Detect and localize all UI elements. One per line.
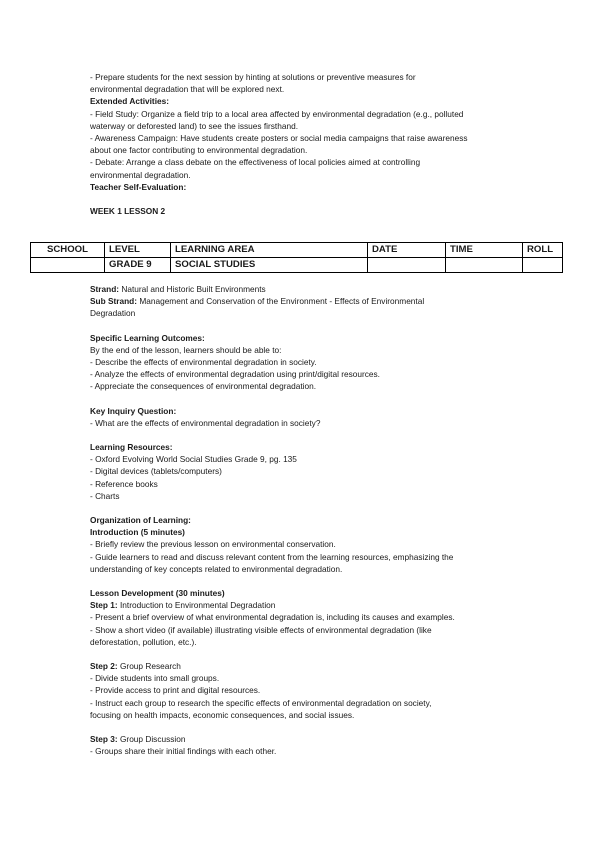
lesson-body [90,283,515,758]
step-3-label: Step 3: [90,734,118,745]
list-item: - Reference books [90,478,158,489]
cell-learning-area: SOCIAL STUDIES [171,258,368,273]
list-item: - Awareness Campaign: Have students create posters or social media campaigns that raise awareness [90,133,468,144]
table-row [31,258,563,273]
cell-date [368,258,446,273]
cell-school [31,258,105,273]
cell-level: GRADE 9 [105,258,171,273]
list-item: - Groups share their initial findings with each other. [90,746,277,757]
list-item: understanding of key concepts related to environmental degradation. [90,563,343,574]
list-item: - Briefly review the previous lesson on environmental conservation. [90,539,336,550]
top-section [90,71,515,217]
sub-strand-label: Sub Strand: [90,296,138,307]
header-time: TIME [446,243,523,258]
sub-strand [90,295,515,307]
list-item: - Present a brief overview of what environmental degradation is, including its causes and examples. [90,612,455,623]
list-item: - Appreciate the consequences of environmental degradation. [90,381,317,392]
week-lesson-heading: WEEK 1 LESSON 2 [90,206,166,217]
list-item: - Field Study: Organize a field trip to a local area affected by environmental degradation (e.g., polluted [90,108,464,119]
table-header-row [31,243,563,258]
list-item: waterway or deforested land) to see the issues firsthand. [90,120,298,131]
list-item: about one factor contributing to environmental degradation. [90,145,308,156]
text-line: - Prepare students for the next session by hinting at solutions or preventive measures for [90,72,416,82]
header-learning-area: LEARNING AREA [171,243,368,258]
lesson-meta-table [30,242,563,273]
lesson-development-heading: Lesson Development (30 minutes) [90,588,225,599]
step-3-title [90,733,515,745]
outcomes-intro: By the end of the lesson, learners should be able to: [90,344,282,355]
strand [90,283,515,295]
list-item: - What are the effects of environmental degradation in society? [90,417,321,428]
header-school: SCHOOL [31,243,105,258]
header-date: DATE [368,243,446,258]
step-2-title [90,660,515,672]
list-item: focusing on health impacts, economic consequences, and social issues. [90,709,355,720]
outcomes-heading: Specific Learning Outcomes: [90,332,205,343]
step-2-name: Group Research [117,661,181,672]
cell-time [446,258,523,273]
teacher-self-evaluation-heading: Teacher Self-Evaluation: [90,181,187,192]
step-2-label: Step 2: [90,661,118,672]
list-item: - Provide access to print and digital resources. [90,685,261,696]
step-3-name: Group Discussion [117,734,186,745]
list-item: - Digital devices (tablets/computers) [90,466,222,477]
step-1-label: Step 1: [90,600,118,611]
list-item: - Instruct each group to research the specific effects of environmental degradation on society, [90,697,432,708]
sub-strand-value: Management and Conservation of the Environment - Effects of Environmental [137,296,425,307]
list-item: environmental degradation. [90,169,191,180]
extended-activities-heading: Extended Activities: [90,96,169,107]
cell-roll [523,258,563,273]
list-item: - Guide learners to read and discuss relevant content from the learning resources, emphasizing the [90,551,454,562]
organization-heading: Organization of Learning: [90,515,191,526]
list-item: - Analyze the effects of environmental degradation using print/digital resources. [90,369,380,380]
strand-label: Strand: [90,284,120,294]
list-item: - Show a short video (if available) illustrating visible effects of environmental degradation (like [90,624,432,635]
inquiry-heading: Key Inquiry Question: [90,405,177,416]
header-level: LEVEL [105,243,171,258]
list-item: - Divide students into small groups. [90,673,220,684]
list-item: - Charts [90,490,120,501]
text-line: environmental degradation that will be explored next. [90,84,285,95]
list-item: - Debate: Arrange a class debate on the effectiveness of local policies aimed at controlling [90,157,421,168]
list-item: deforestation, pollution, etc.). [90,636,197,647]
introduction-heading: Introduction (5 minutes) [90,527,185,538]
strand-value: Natural and Historic Built Environments [119,284,266,294]
list-item: - Describe the effects of environmental degradation in society. [90,357,317,368]
resources-heading: Learning Resources: [90,442,173,453]
list-item: - Oxford Evolving World Social Studies Grade 9, pg. 135 [90,454,297,465]
step-1-name: Introduction to Environmental Degradation [117,600,276,611]
sub-strand-cont: Degradation [90,308,136,319]
step-1-title [90,599,515,611]
header-roll: ROLL [523,243,563,258]
